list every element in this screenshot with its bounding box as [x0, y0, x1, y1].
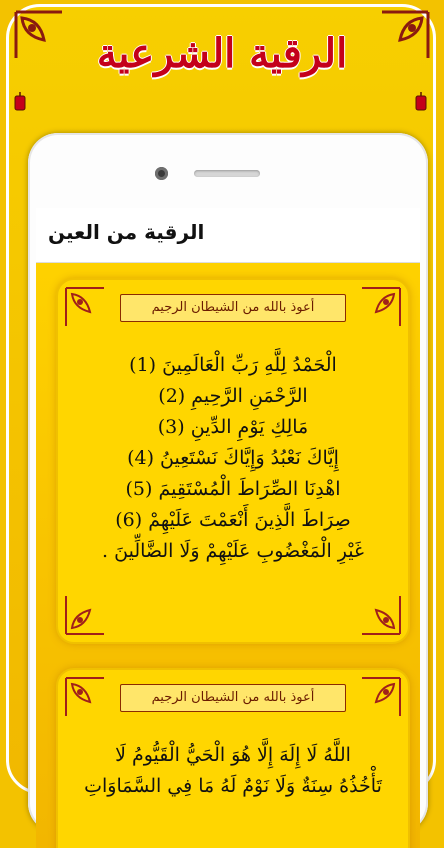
ayah-line: تَأْخُذُهُ سِنَةٌ وَلَا نَوْمٌ لَهُ مَا فِي السَّمَاوَاتِ: [84, 775, 382, 797]
screen-header: [36, 208, 420, 263]
ayah-line: اللَّهُ لَا إِلَهَ إِلَّا هُوَ الْحَيُّ الْقَيُّومُ لَا: [115, 744, 351, 766]
taawwudh-text: أعوذ بالله من الشيطان الرجيم: [151, 300, 315, 315]
lantern-icon: [415, 92, 427, 114]
ayah-line: إِيَّاكَ نَعْبُدُ وَإِيَّاكَ نَسْتَعِينُ (4): [127, 447, 339, 469]
ruqyah-card[interactable]: [56, 668, 410, 848]
ayah-line: مَالِكِ يَوْمِ الدِّينِ (3): [157, 416, 309, 438]
taawwudh-text: أعوذ بالله من الشيطان الرجيم: [151, 690, 315, 705]
lantern-icon: [14, 92, 26, 114]
ayat-text: [66, 740, 400, 802]
ayah-line: اهْدِنَا الصِّرَاطَ الْمُسْتَقِيمَ (5): [125, 478, 341, 500]
corner-ornament-icon: [64, 286, 108, 330]
speaker-icon: [194, 170, 260, 177]
phone-mockup: [28, 133, 428, 833]
ayah-line: الرَّحْمَنِ الرَّحِيمِ (2): [158, 385, 308, 407]
ayat-text: [66, 350, 400, 567]
corner-ornament-icon: [64, 592, 108, 636]
corner-ornament-icon: [358, 676, 402, 720]
corner-ornament-icon: [358, 592, 402, 636]
ayah-line: صِرَاطَ الَّذِينَ أَنْعَمْتَ عَلَيْهِمْ (6): [115, 509, 351, 531]
corner-ornament-icon: [64, 676, 108, 720]
camera-icon: [155, 167, 168, 180]
app-title: الرقية الشرعية: [96, 30, 348, 77]
screen-title: الرقية من العين: [48, 220, 205, 244]
phone-screen: [36, 208, 420, 848]
ayah-line: غَيْرِ الْمَغْضُوبِ عَلَيْهِمْ وَلَا الضَّالِّينَ .: [102, 540, 364, 562]
corner-ornament-icon: [358, 286, 402, 330]
ruqyah-card[interactable]: [56, 278, 410, 644]
ayah-line: الْحَمْدُ لِلَّهِ رَبِّ الْعَالَمِينَ (1): [129, 354, 337, 376]
taawwudh-banner: [120, 684, 346, 712]
taawwudh-banner: [120, 294, 346, 322]
